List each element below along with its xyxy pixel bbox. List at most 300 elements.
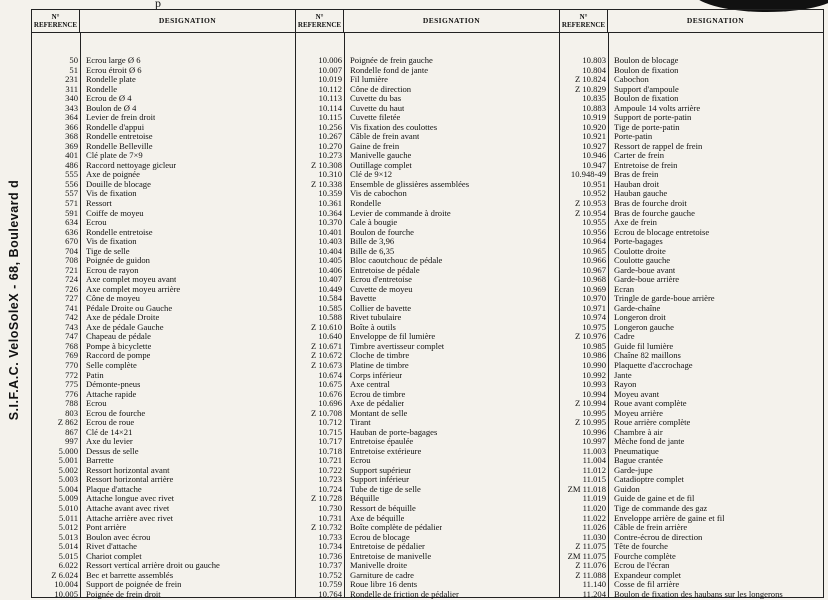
designation-cell: Raccord de pompe [86,351,151,361]
reference-cell: 11.026 [582,522,606,533]
column-header [296,10,559,33]
reference-cell: Z 10.671 [310,340,342,351]
reference-cell: 10.975 [582,321,606,332]
designation-cell: Carter de frein [614,151,665,161]
reference-cell: 10.640 [318,331,342,342]
reference-cell: 727 [65,293,78,304]
reference-cell: 11.020 [582,502,606,513]
designation-cell: Ecrou de Ø 4 [86,94,132,104]
designation-cell: Ecrou de fourche [86,408,146,418]
reference-cell: 10.803 [582,55,606,65]
reference-cell: Z 10.976 [574,331,606,342]
reference-header-line2: REFERENCE [33,21,78,29]
designation-cell: Rondelle de friction de pédalier [350,589,459,599]
designation-cell: Ecrou d'entretoise [350,275,412,285]
reference-cell: 10.995 [582,407,606,418]
designation-cell: Ressort [86,198,112,208]
designation-cell: Boulon de fixation [614,65,679,75]
reference-cell: 11.012 [582,464,606,475]
designation-cell: Corps inférieur [350,370,403,380]
designation-cell: Cuvette de moyeu [350,284,413,294]
reference-cell: 10.993 [582,379,606,390]
reference-cell: 50 [69,55,78,65]
reference-cell: 724 [65,274,78,285]
designation-cell: Démonte-pneus [86,380,141,390]
designation-cell: Moyeu arrière [614,408,663,418]
reference-cell: 5.015 [58,550,78,561]
designation-cell: Rivet tubulaire [350,313,402,323]
designation-cell: Ecrou de l'écran [614,561,670,571]
designation-cell: Boulon de Ø 4 [86,103,137,113]
reference-cell: 636 [65,226,78,237]
reference-cell: 742 [65,312,78,323]
designation-cell: Rondelle fond de jante [350,65,429,75]
reference-cell: 10.966 [582,255,606,266]
designation-cell: Dessus de selle [86,446,139,456]
reference-cell: Z 10.995 [574,417,606,428]
reference-cell: Z 10.672 [310,350,342,361]
reference-cell: Z 10.953 [574,197,606,208]
designation-cell: Cadre [614,332,635,342]
reference-cell: 10.449 [318,283,342,294]
reference-cell: 340 [65,93,78,104]
designation-cell: Garde-boue avant [614,265,676,275]
reference-cell: 10.715 [318,426,342,437]
designation-cell: Axe du levier [86,437,133,447]
designation-cell: Attache arrière avec rivet [86,513,174,523]
reference-cell: 51 [69,64,78,75]
designation-cell: Attache longue avec rivet [86,494,175,504]
reference-cell: 10.997 [582,436,606,447]
designation-cell: Enveloppe arrière de gaine et fil [614,513,725,523]
reference-cell: Z 11.088 [575,569,606,580]
reference-cell: 231 [65,74,78,85]
reference-cell: 5.011 [58,512,78,523]
designation-cell: Chariot complet [86,551,142,561]
designation-cell: Ensemble de glissières assemblées [350,179,470,189]
designation-cell: Pédale Droite ou Gauche [86,303,173,313]
designation-cell: Ecrou large Ø 6 [86,56,141,65]
reference-cell: 10.588 [318,312,342,323]
reference-cell: 571 [65,197,78,208]
designation-cell: Support d'ampoule [614,84,679,94]
designation-cell: Ecrou de roue [86,418,135,428]
reference-cell: 11.019 [582,493,606,504]
reference-cell: 10.965 [582,245,606,256]
reference-cell: 10.734 [318,541,342,552]
reference-cell: 704 [65,245,78,256]
reference-cell: 10.920 [582,121,606,132]
reference-cell: 775 [65,379,78,390]
table-rows [296,56,559,599]
reference-cell: 311 [65,83,78,94]
reference-cell: 10.994 [582,388,606,399]
reference-cell: 11.015 [582,474,606,485]
designation-cell: Rondelle entretoise [86,132,153,142]
designation-cell: Platine de timbre [350,361,409,370]
reference-cell: 368 [65,131,78,142]
designation-cell: Cône de moyeu [86,294,140,304]
designation-cell: Ecrou de timbre [350,389,406,399]
designation-cell: Cloche de timbre [350,351,410,361]
designation-cell: Entretoise épaulée [350,437,414,447]
reference-cell: 770 [65,360,78,370]
designation-cell: Fil lumière [350,75,388,85]
designation-cell: Cosse de fil arrière [614,580,680,590]
designation-cell: Support inférieur [350,475,409,485]
table-row [296,590,559,600]
reference-cell: 10.986 [582,350,606,361]
reference-cell: Z 10.732 [310,522,342,533]
reference-cell: Z 10.338 [310,178,342,189]
designation-cell: Bloc caoutchouc de pédale [350,256,443,266]
designation-cell: Axe central [350,380,390,390]
designation-cell: Axe complet moyeu arrière [86,284,181,294]
designation-cell: Axe de pédale Gauche [86,322,164,332]
designation-cell: Selle complète [86,361,137,370]
reference-cell: 10.952 [582,188,606,199]
designation-cell: Rondelle entretoise [86,227,153,237]
designation-cell: Levier de frein droit [86,113,156,123]
reference-cell: Z 10.824 [574,74,606,85]
designation-cell: Clé de 14×21 [86,427,133,437]
designation-cell: Longeron gauche [614,322,674,332]
designation-cell: Vis de cabochon [350,189,407,199]
reference-cell: 10.270 [318,140,342,151]
reference-cell: 11.003 [582,445,606,456]
reference-cell: 10.927 [582,140,606,151]
reference-header [296,10,344,32]
designation-cell: Tige de commande des gaz [614,503,708,513]
designation-cell: Boulon de fourche [350,227,414,237]
reference-cell: 10.737 [318,560,342,571]
reference-cell: 10.883 [582,102,606,113]
designation-cell: Axe de pédalier [350,399,405,409]
table-row [560,590,823,600]
reference-cell: 10.723 [318,474,342,485]
designation-cell: Ecrou de blocage [350,532,410,542]
designation-cell: Roue libre 16 dents [350,580,418,590]
reference-cell: 5.009 [58,493,78,504]
reference-cell: ZM 11.018 [567,483,606,494]
designation-cell: Fourche complète [614,551,676,561]
designation-cell: Rondelle d'appui [86,122,145,132]
designation-cell: Rayon [614,380,637,390]
designation-cell: Moyeu avant [614,389,660,399]
designation-cell: Bras de frein [614,170,659,180]
designation-cell: Ressort de rappel de frein [614,141,703,151]
reference-header-line2: REFERENCE [297,21,342,29]
reference-cell: 556 [65,178,78,189]
reference-cell: 708 [65,255,78,266]
designation-cell: Montant de selle [350,408,408,418]
reference-cell: 867 [65,426,78,437]
designation-cell: Guidon [614,484,640,494]
designation-cell: Boulon de fixation [614,94,679,104]
reference-cell: 768 [65,340,78,351]
reference-cell: 343 [65,102,78,113]
reference-cell: 10.584 [318,293,342,304]
reference-cell: 721 [65,264,78,275]
reference-cell: 10.310 [318,169,342,180]
reference-cell: 10.764 [318,588,342,599]
reference-header-line2: REFERENCE [561,21,606,29]
designation-cell: Barrette [86,456,114,466]
reference-cell: 401 [65,150,78,161]
reference-cell: 11.140 [582,579,606,590]
reference-cell: 10.967 [582,264,606,275]
reference-cell: 10.364 [318,207,342,218]
designation-cell: Garde-boue arrière [614,275,680,285]
reference-cell: 10.921 [582,131,606,142]
reference-cell: 366 [65,121,78,132]
column-header [32,10,295,33]
reference-cell: 10.968 [582,274,606,285]
reference-cell: 10.004 [54,579,78,590]
designation-cell: Boulon de blocage [614,56,679,65]
reference-cell: 803 [65,407,78,418]
designation-cell: Attache avant avec rivet [86,503,170,513]
designation-cell: Vis de fixation [86,237,137,247]
designation-cell: Axe complet moyeu avant [86,275,177,285]
parts-table [31,9,824,598]
designation-cell: Raccord nettoyage gicleur [86,160,177,170]
reference-cell: ZM 11.075 [567,550,606,561]
reference-cell: 10.970 [582,293,606,304]
reference-cell: 11.022 [582,512,606,523]
table-column [32,10,296,597]
reference-cell: 10.005 [54,588,78,599]
designation-cell: Hauban gauche [614,189,668,199]
designation-cell: Rondelle [350,198,382,208]
reference-cell: 10.919 [582,112,606,123]
reference-cell: 10.404 [318,245,342,256]
table-column [560,10,823,597]
designation-cell: Outillage complet [350,160,412,170]
reference-cell: 772 [65,369,78,380]
designation-cell: Ecrou [350,456,371,466]
reference-cell: 5.001 [58,455,78,466]
designation-cell: Ecran [614,284,635,294]
designation-cell: Ressort de béquille [350,503,416,513]
designation-cell: Tirant [350,418,371,428]
designation-cell: Chambre à air [614,427,663,437]
designation-cell: Cuvette du haut [350,103,405,113]
reference-cell: 634 [65,217,78,228]
reference-cell: 10.359 [318,188,342,199]
reference-cell: 5.000 [58,445,78,456]
reference-cell: 5.014 [58,541,78,552]
designation-cell: Garniture de cadre [350,570,414,580]
designation-cell: Coulotte droite [614,246,666,256]
designation-cell: Bille de 3,96 [350,237,395,247]
designation-cell: Plaque d'attache [86,484,142,494]
designation-cell: Boîte à outils [350,322,396,332]
designation-cell: Cône de direction [350,84,412,94]
reference-header-line1: N° [315,13,324,21]
designation-cell: Pompe à bicyclette [86,341,152,351]
designation-cell: Cale à bougie [350,218,398,228]
reference-cell: 5.002 [58,464,78,475]
designation-cell: Support de poignée de frein [86,580,182,590]
reference-cell: Z 10.829 [574,83,606,94]
designation-cell: Ressort horizontal avant [86,465,170,475]
reference-cell: Z 862 [57,417,78,428]
reference-cell: 10.676 [318,388,342,399]
designation-cell: Poignée de guidon [86,256,150,266]
table-rows [560,56,823,599]
reference-cell: 10.948-49 [570,169,606,180]
designation-cell: Garde-jupe [614,465,653,475]
reference-cell: 788 [65,398,78,409]
designation-cell: Pneumatique [614,446,659,456]
designation-cell: Ecrou [86,218,107,228]
designation-cell: Boulon de fixation des haubans sur les longerons [614,589,783,599]
designation-cell: Ecrou étroit Ø 6 [86,65,142,75]
reference-cell: 726 [65,283,78,294]
designation-cell: Clé plate de 7×9 [86,151,143,161]
reference-cell: 10.721 [318,455,342,466]
designation-cell: Boulon avec écrou [86,532,151,542]
designation-cell: Mèche fond de jante [614,437,685,447]
designation-cell: Contre-écrou de direction [614,532,703,542]
reference-cell: 10.256 [318,121,342,132]
designation-cell: Rondelle [86,84,118,94]
designation-cell: Guide fil lumière [614,341,674,351]
reference-cell: 10.969 [582,283,606,294]
designation-cell: Entretoise de pédale [350,265,420,275]
reference-cell: 10.712 [318,417,342,428]
designation-cell: Levier de commande à droite [350,208,451,218]
designation-cell: Douille de blocage [86,179,151,189]
designation-cell: Ressort vertical arrière droit ou gauche [86,561,220,571]
designation-cell: Axe de pédale Droite [86,313,160,323]
reference-cell: 6.022 [58,560,78,571]
reference-cell: 11.204 [582,588,606,599]
designation-cell: Bras de fourche gauche [614,208,695,218]
reference-header [32,10,80,32]
designation-cell: Guide de gaine et de fil [614,494,695,504]
table-column [296,10,560,597]
reference-cell: Z 10.954 [574,207,606,218]
designation-cell: Cabochon [614,75,649,85]
designation-cell: Ressort horizontal arrière [86,475,174,485]
reference-cell: Z 10.994 [574,398,606,409]
designation-cell: Porte-patin [614,132,653,142]
designation-cell: Axe de béquille [350,513,405,523]
reference-cell: 776 [65,388,78,399]
designation-cell: Bague crantée [614,456,663,466]
reference-cell: 11.004 [582,455,606,466]
reference-cell: 364 [65,112,78,123]
reference-cell: 10.403 [318,236,342,247]
reference-cell: Z 11.075 [575,541,606,552]
reference-cell: 10.370 [318,217,342,228]
designation-cell: Garde-chaîne [614,303,661,313]
designation-cell: Expandeur complet [614,570,682,580]
designation-cell: Boîte complète de pédalier [350,523,443,533]
reference-cell: 10.585 [318,302,342,313]
designation-cell: Rondelle plate [86,75,136,85]
designation-cell: Bille de 6,35 [350,246,395,256]
reference-cell: Z 10.728 [310,493,342,504]
reference-cell: 5.003 [58,474,78,485]
designation-cell: Tringle de garde-boue arrière [614,294,715,304]
designation-cell: Patin [86,370,104,380]
reference-cell: 741 [65,302,78,313]
reference-cell: 10.401 [318,226,342,237]
reference-cell: 11.030 [582,531,606,542]
reference-cell: 10.722 [318,464,342,475]
reference-cell: 10.947 [582,159,606,170]
side-banner-text: S.I.F.A.C. VeloSoleX - 68, Boulevard d [7,179,21,421]
reference-cell: 591 [65,207,78,218]
designation-cell: Bras de fourche droit [614,198,687,208]
reference-cell: 10.114 [318,102,342,113]
reference-cell: 10.996 [582,426,606,437]
designation-cell: Câble de frein arrière [614,523,688,533]
designation-cell: Poignée de frein droit [86,589,161,599]
designation-cell: Longeron droit [614,313,666,323]
reference-cell: 769 [65,350,78,361]
designation-cell: Support supérieur [350,465,412,475]
reference-cell: 10.361 [318,197,342,208]
designation-cell: Béquille [350,494,380,504]
reference-cell: 743 [65,321,78,332]
reference-cell: 10.736 [318,550,342,561]
designation-cell: Tête de fourche [614,542,668,552]
designation-cell: Cuvette filetée [350,113,401,123]
designation-cell: Rondelle Belleville [86,141,153,151]
designation-cell: Jante [614,370,632,380]
reference-cell: 557 [65,188,78,199]
reference-cell: 10.759 [318,579,342,590]
designation-cell: Vis de fixation [86,189,137,199]
designation-cell: Bavette [350,294,377,304]
designation-cell: Clé de 9×12 [350,170,393,180]
side-banner [0,0,28,600]
reference-cell: 10.971 [582,302,606,313]
reference-header [560,10,608,32]
designation-cell: Entretoise de frein [614,160,678,170]
reference-header-line1: N° [51,13,60,21]
reference-cell: 10.273 [318,150,342,161]
reference-cell: 10.955 [582,217,606,228]
reference-cell: 10.956 [582,226,606,237]
reference-cell: 10.405 [318,255,342,266]
reference-cell: 10.951 [582,178,606,189]
reference-cell: 10.731 [318,512,342,523]
designation-cell: Support de porte-patin [614,113,692,123]
reference-cell: 10.964 [582,236,606,247]
table-rows [32,56,295,599]
designation-cell: Plaquette d'accrochage [614,361,693,370]
reference-cell: Z 11.076 [575,560,606,571]
designation-cell: Ecrou [86,399,107,409]
reference-cell: 10.718 [318,445,342,456]
designation-cell: Tige de selle [86,246,130,256]
reference-header-line1: N° [579,13,588,21]
reference-cell: 997 [65,436,78,447]
reference-cell: 369 [65,140,78,151]
designation-header: DESIGNATION [158,16,217,25]
designation-cell: Chapeau de pédale [86,332,151,342]
reference-cell: 10.267 [318,131,342,142]
reference-cell: 10.113 [318,93,342,104]
reference-cell: 10.674 [318,369,342,380]
reference-cell: 10.115 [318,112,342,123]
designation-cell: Entretoise de manivelle [350,551,432,561]
